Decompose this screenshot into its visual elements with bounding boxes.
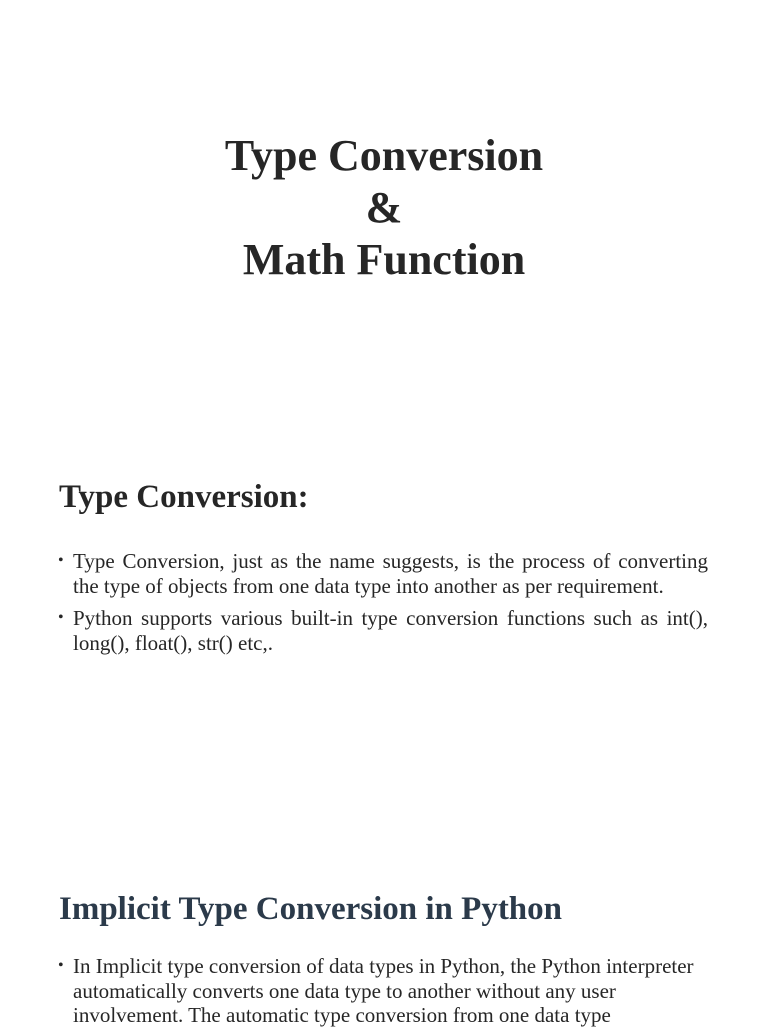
- list-item: [57, 954, 708, 1028]
- section-heading: Implicit Type Conversion in Python: [59, 891, 563, 927]
- bullet-list: [57, 549, 708, 655]
- title-line-2: Math Function: [242, 235, 526, 284]
- bullet-icon: •: [58, 609, 64, 626]
- type-conversion-slide: [0, 460, 768, 840]
- bullet-icon: •: [58, 552, 64, 569]
- bullet-text: Python supports various built-in type conversion functions such as int(), long(), float(), str() etc,.: [73, 606, 708, 655]
- bullet-icon: •: [58, 957, 64, 974]
- bullet-text: Type Conversion, just as the name suggests, is the process of converting the type of objects from one data type into another as per requirement.: [73, 549, 708, 598]
- bullet-text: In Implicit type conversion of data types in Python, the Python interpreter automatically converts one data type to another without any user involvement. The automatic type conversion from one data type: [73, 954, 694, 1027]
- title-slide: [0, 0, 768, 440]
- list-item: [57, 549, 708, 598]
- list-item: [57, 606, 708, 655]
- bullet-list: [57, 954, 708, 1028]
- section-heading: Type Conversion:: [59, 479, 309, 515]
- title-ampersand: &: [365, 183, 403, 232]
- implicit-conversion-slide: [0, 870, 768, 1027]
- title-line-1: Type Conversion: [224, 131, 544, 180]
